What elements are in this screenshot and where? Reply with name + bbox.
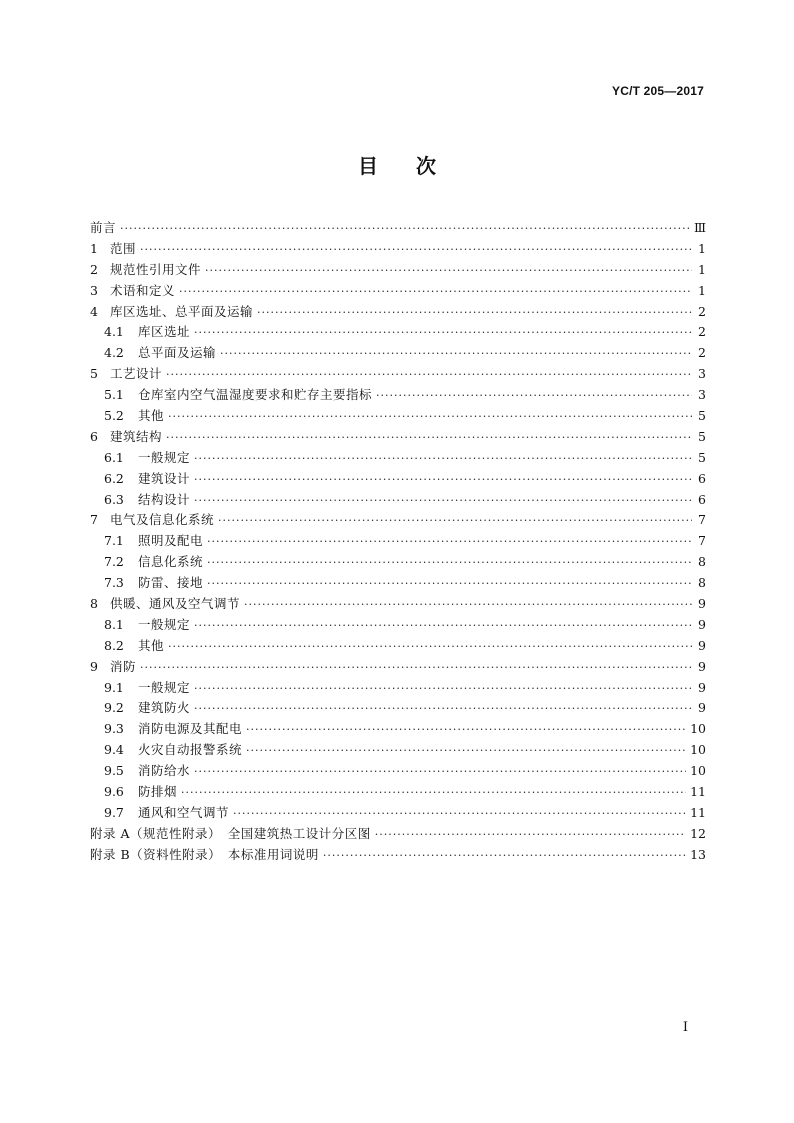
toc-entry-page: 5 [698, 408, 706, 424]
toc-entry-number: 5 [90, 366, 98, 382]
toc-entry-number: 6.1 [104, 449, 124, 465]
toc-entry[interactable] [90, 824, 706, 845]
toc-entry-number: 8.1 [104, 616, 124, 632]
toc-entry-label: 消防 [110, 658, 137, 674]
toc-entry-label: 火灾自动报警系统 [138, 742, 243, 758]
toc-entry-label: 其他 [138, 637, 165, 653]
toc-entry-label: 建筑防火 [138, 700, 191, 716]
toc-entry-number: 8.2 [104, 637, 124, 653]
toc-entry-label: 电气及信息化系统 [110, 512, 215, 528]
toc-entry-number: 4.1 [104, 324, 124, 340]
toc-leader-dots [168, 640, 692, 653]
toc-entry-page: 13 [690, 846, 706, 862]
toc-entry[interactable] [90, 761, 706, 782]
toc-entry-page: 11 [690, 804, 706, 820]
toc-entry-page: 2 [698, 324, 706, 340]
toc-entry-page: 1 [698, 261, 706, 277]
toc-entry[interactable] [90, 322, 706, 343]
toc-entry[interactable] [90, 636, 706, 657]
toc-entry-number: 9 [90, 658, 98, 674]
toc-leader-dots [323, 849, 686, 862]
toc-entry-label: 防雷、接地 [138, 575, 204, 591]
toc-leader-dots [220, 347, 692, 360]
toc-entry-page: 9 [698, 679, 706, 695]
toc-entry-label: 消防电源及其配电 [138, 721, 243, 737]
toc-entry[interactable] [90, 552, 706, 573]
toc-entry-page: 10 [690, 742, 706, 758]
toc-entry-number: 6.3 [104, 491, 124, 507]
toc-entry-number: 9.4 [104, 742, 124, 758]
toc-entry-label: 一般规定 [138, 616, 191, 632]
toc-leader-dots [257, 306, 692, 319]
toc-leader-dots [181, 786, 686, 799]
toc-entry[interactable] [90, 427, 706, 448]
toc-leader-dots [375, 828, 686, 841]
toc-entry[interactable] [90, 218, 706, 239]
toc-leader-dots [207, 577, 692, 590]
toc-entry[interactable] [90, 490, 706, 511]
toc-leader-dots [244, 598, 692, 611]
toc-entry-label: 库区选址、总平面及运输 [110, 303, 254, 319]
toc-entry[interactable] [90, 657, 706, 678]
toc-leader-dots [207, 535, 692, 548]
toc-entry[interactable] [90, 448, 706, 469]
toc-entry-page: 5 [698, 428, 706, 444]
toc-entry-label: 一般规定 [138, 449, 191, 465]
toc-entry[interactable] [90, 531, 706, 552]
toc-entry-number: 7 [90, 512, 98, 528]
toc-entry-number: 7.1 [104, 533, 124, 549]
toc-entry-number: 4.2 [104, 345, 124, 361]
toc-entry-label: 消防给水 [138, 763, 191, 779]
toc-entry-number: 3 [90, 282, 98, 298]
toc-entry[interactable] [90, 573, 706, 594]
toc-entry-page: 9 [698, 616, 706, 632]
toc-entry-number: 9.3 [104, 721, 124, 737]
standard-code: YC/T 205—2017 [612, 84, 704, 98]
toc-entry[interactable] [90, 510, 706, 531]
toc-entry-label: 建筑设计 [138, 470, 191, 486]
toc-entry-label: 防排烟 [138, 784, 178, 800]
page-number: I [682, 1020, 688, 1035]
toc-entry-page: 2 [698, 303, 706, 319]
toc-entry-label: 仓库室内空气温湿度要求和贮存主要指标 [138, 387, 373, 403]
toc-leader-dots [218, 514, 692, 527]
toc-entry-page: 1 [698, 282, 706, 298]
toc-entry-number: 9.6 [104, 784, 124, 800]
toc-entry-number: 5.2 [104, 408, 124, 424]
toc-leader-dots [246, 744, 686, 757]
toc-leader-dots [207, 556, 692, 569]
toc-entry-page: 5 [698, 449, 706, 465]
toc-leader-dots [166, 431, 692, 444]
toc-entry-page: 12 [690, 825, 706, 841]
toc-leader-dots [166, 368, 692, 381]
toc-entry[interactable] [90, 385, 706, 406]
title-char-right: 次 [416, 154, 436, 178]
toc-entry-label: 术语和定义 [110, 282, 176, 298]
toc-entry[interactable] [90, 719, 706, 740]
toc-entry-label: 总平面及运输 [138, 345, 217, 361]
toc-entry-number: 6.2 [104, 470, 124, 486]
toc-entry-label: 范围 [110, 240, 137, 256]
toc-entry-page: 9 [698, 637, 706, 653]
toc-leader-dots [194, 326, 692, 339]
toc-entry-page: 9 [698, 700, 706, 716]
toc-leader-dots [194, 619, 692, 632]
toc-leader-dots [168, 410, 692, 423]
toc-entry-page: 10 [690, 721, 706, 737]
toc-entry[interactable] [90, 782, 706, 803]
toc-entry-label: 一般规定 [138, 679, 191, 695]
toc-entry-number: 9.1 [104, 679, 124, 695]
toc-leader-dots [140, 661, 692, 674]
toc-leader-dots [376, 389, 692, 402]
toc-entry-page: 9 [698, 658, 706, 674]
toc-entry[interactable] [90, 364, 706, 385]
toc-entry[interactable] [90, 406, 706, 427]
toc-entry[interactable] [90, 803, 706, 824]
toc-entry-number: 4 [90, 303, 98, 319]
toc-entry-page: 7 [698, 533, 706, 549]
toc-entry-page: 6 [698, 470, 706, 486]
toc-entry-label: 结构设计 [138, 491, 191, 507]
toc-leader-dots [140, 243, 692, 256]
toc-entry-page: 8 [698, 575, 706, 591]
toc-entry-label: 工艺设计 [110, 366, 163, 382]
toc-entry-number: 1 [90, 240, 98, 256]
toc-entry-page: 1 [698, 240, 706, 256]
toc-entry[interactable] [90, 698, 706, 719]
toc-entry-label: 信息化系统 [138, 554, 204, 570]
toc-entry-page: 9 [698, 596, 706, 612]
toc-leader-dots [205, 264, 692, 277]
toc-entry[interactable] [90, 343, 706, 364]
toc-entry-label: 规范性引用文件 [110, 261, 202, 277]
toc-entry-page: 6 [698, 491, 706, 507]
title-char-left: 目 [358, 154, 378, 178]
toc-entry-label: 照明及配电 [138, 533, 204, 549]
toc-entry[interactable] [90, 281, 706, 302]
toc-entry-number: 2 [90, 261, 98, 277]
toc-leader-dots [194, 473, 692, 486]
toc-leader-dots [233, 807, 686, 820]
toc-entry-label: 其他 [138, 408, 165, 424]
toc-entry-page: 3 [698, 366, 706, 382]
toc-entry-page: Ⅲ [693, 220, 706, 235]
toc-entry[interactable] [90, 469, 706, 490]
toc-leader-dots [194, 494, 692, 507]
toc-entry-page: 8 [698, 554, 706, 570]
toc-entry-label: 建筑结构 [110, 428, 163, 444]
toc-entry-number: 7.3 [104, 575, 124, 591]
toc-leader-dots [194, 702, 692, 715]
toc-entry-page: 3 [698, 387, 706, 403]
toc-entry-number: 9.2 [104, 700, 124, 716]
toc-entry-number: 6 [90, 428, 98, 444]
toc-leader-dots [120, 222, 690, 235]
toc-entry-number: 7.2 [104, 554, 124, 570]
toc-entry-number: 9.7 [104, 804, 124, 820]
toc-entry-label: 附录 A（规范性附录） 全国建筑热工设计分区图 [90, 825, 371, 841]
toc-entry-page: 11 [690, 784, 706, 800]
table-of-contents [90, 218, 706, 866]
toc-leader-dots [194, 682, 692, 695]
toc-entry[interactable] [90, 678, 706, 699]
toc-leader-dots [246, 723, 686, 736]
toc-entry-page: 7 [698, 512, 706, 528]
toc-entry-label: 附录 B（资料性附录） 本标准用词说明 [90, 846, 319, 862]
toc-entry-page: 10 [690, 763, 706, 779]
toc-entry-number: 5.1 [104, 387, 124, 403]
toc-entry[interactable] [90, 239, 706, 260]
toc-entry[interactable] [90, 845, 706, 866]
toc-entry-number: 8 [90, 596, 98, 612]
toc-entry[interactable] [90, 594, 706, 615]
toc-entry-number: 9.5 [104, 763, 124, 779]
toc-entry-label: 库区选址 [138, 324, 191, 340]
toc-leader-dots [194, 765, 686, 778]
toc-entry[interactable] [90, 260, 706, 281]
toc-entry-label: 通风和空气调节 [138, 804, 230, 820]
toc-entry-label: 前言 [90, 220, 117, 235]
toc-leader-dots [194, 452, 692, 465]
toc-entry-page: 2 [698, 345, 706, 361]
toc-entry[interactable] [90, 740, 706, 761]
toc-entry[interactable] [90, 615, 706, 636]
toc-entry[interactable] [90, 302, 706, 323]
toc-leader-dots [179, 285, 692, 298]
toc-entry-label: 供暖、通风及空气调节 [110, 596, 241, 612]
page-title [0, 150, 794, 179]
